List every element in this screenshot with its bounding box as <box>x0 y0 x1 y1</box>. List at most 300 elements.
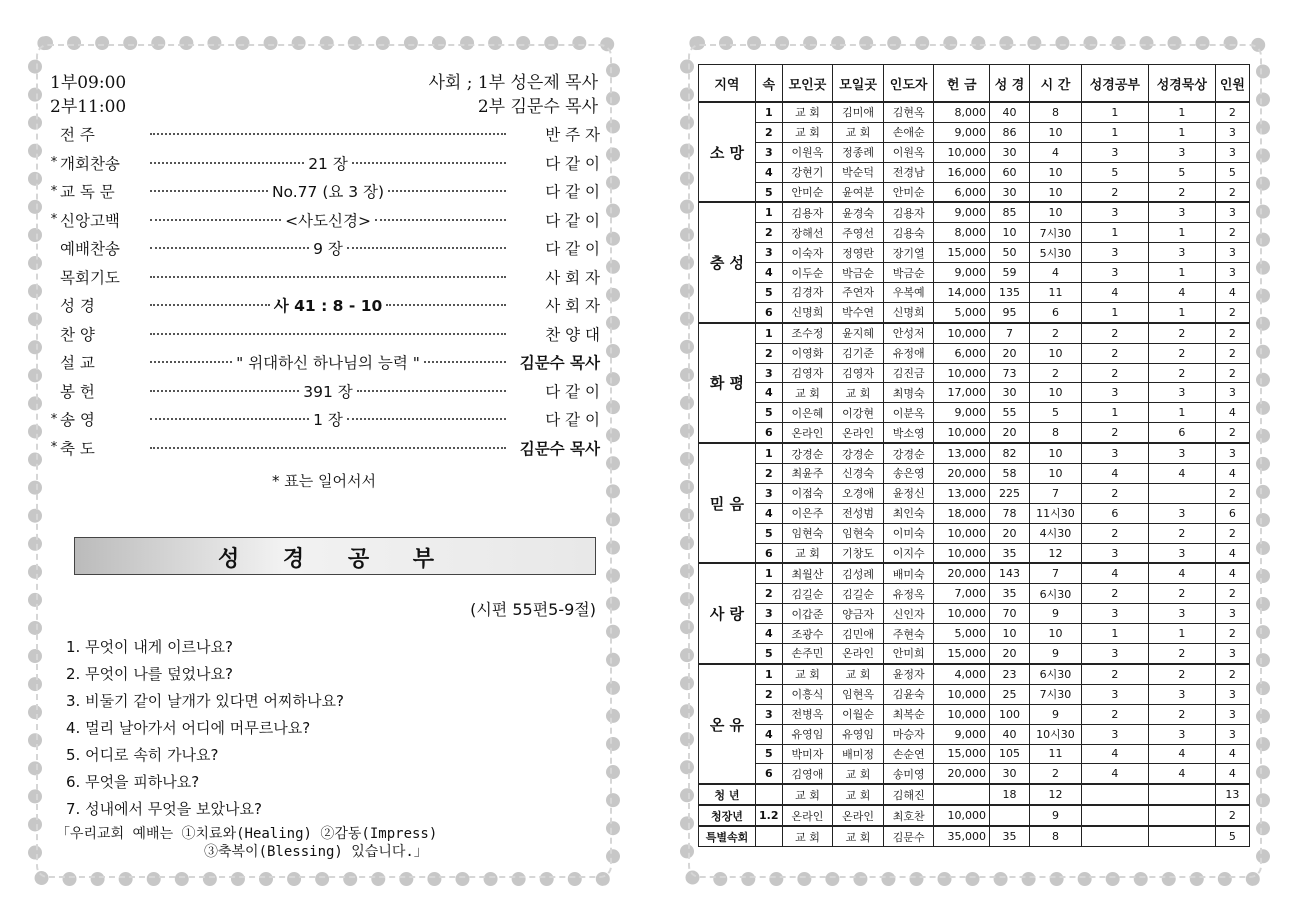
table-cell: 2 <box>1215 363 1249 383</box>
table-cell: 6 <box>1081 503 1148 523</box>
table-cell: 9 <box>1030 604 1082 624</box>
table-cell: 김민애 <box>833 624 884 644</box>
table-cell: 4 <box>1081 283 1148 303</box>
order-row <box>48 405 600 434</box>
table-cell: 2 <box>755 343 782 363</box>
table-row <box>699 724 1250 744</box>
table-body <box>699 102 1250 846</box>
table-cell: 조수정 <box>782 323 833 343</box>
table-cell: 3 <box>1215 684 1249 704</box>
table-row <box>699 263 1250 283</box>
table-cell: 2 <box>755 584 782 604</box>
table-cell: 5 <box>755 644 782 664</box>
table-cell <box>755 826 782 846</box>
table-cell: 김영자 <box>833 363 884 383</box>
table-cell: 2 <box>1215 182 1249 202</box>
table-cell: 5 <box>755 283 782 303</box>
table-cell: 1 <box>755 202 782 222</box>
order-leader <box>146 380 510 402</box>
host-2: 2부 김문수 목사 <box>477 97 598 117</box>
table-cell <box>934 784 990 805</box>
dot-leader <box>150 333 506 335</box>
table-cell: 윤정신 <box>883 483 934 503</box>
table-cell: 유정애 <box>883 343 934 363</box>
table-cell: 김해진 <box>883 784 934 805</box>
table-cell: 박미자 <box>782 744 833 764</box>
table-cell: 3 <box>755 704 782 724</box>
table-cell: 김영애 <box>782 764 833 784</box>
table-cell: 10,000 <box>934 543 990 563</box>
table-cell <box>1081 784 1148 805</box>
order-item: 송 영 <box>60 411 95 430</box>
table-cell: 5 <box>1215 162 1249 182</box>
table-cell: 18 <box>989 784 1029 805</box>
order-leader <box>146 408 510 430</box>
table-cell: 윤지혜 <box>833 323 884 343</box>
order-leader <box>146 133 510 135</box>
table-cell: 신인자 <box>883 604 934 624</box>
table-cell <box>1148 826 1215 846</box>
scripture-reference: (시편 55편5-9절) <box>470 600 596 619</box>
table-cell: 2 <box>1215 805 1249 826</box>
table-cell: 김미애 <box>833 102 884 122</box>
table-cell: 3 <box>755 363 782 383</box>
table-cell: 2 <box>1148 584 1215 604</box>
table-cell: 8,000 <box>934 223 990 243</box>
order-person: 다 같 이 <box>545 411 600 430</box>
dot-leader <box>150 390 299 392</box>
table-cell: 9 <box>1030 805 1082 826</box>
table-cell: 4 <box>1081 744 1148 764</box>
table-cell: 조광수 <box>782 624 833 644</box>
table-row <box>699 604 1250 624</box>
table-cell: 안성저 <box>883 323 934 343</box>
table-cell: 11시30 <box>1030 503 1082 523</box>
standing-note: * 표는 일어서서 <box>272 472 376 490</box>
banner-title: 성 경 공 부 <box>218 547 452 572</box>
table-cell: 김길순 <box>833 584 884 604</box>
table-row <box>699 423 1250 443</box>
order-row <box>48 234 600 263</box>
order-detail: <사도신경> <box>285 211 371 230</box>
table-row <box>699 563 1250 583</box>
column-header: 인원 <box>1215 65 1249 103</box>
table-cell: 교 회 <box>782 122 833 142</box>
table-cell: 박소영 <box>883 423 934 443</box>
table-cell: 4 <box>1081 764 1148 784</box>
table-cell: 3 <box>1215 122 1249 142</box>
table-row <box>699 784 1250 805</box>
column-header: 성 경 <box>989 65 1029 103</box>
table-cell: 225 <box>989 483 1029 503</box>
table-cell: 6 <box>755 302 782 322</box>
dot-leader <box>150 276 506 278</box>
table-cell: 9,000 <box>934 263 990 283</box>
table-cell: 10 <box>989 223 1029 243</box>
table-cell: 2 <box>755 223 782 243</box>
table-cell: 최윤주 <box>782 464 833 484</box>
order-mark: * <box>50 183 58 199</box>
table-cell: 3 <box>1215 142 1249 162</box>
table-cell: 1 <box>1148 263 1215 283</box>
table-cell: 2 <box>1030 323 1082 343</box>
order-leader <box>146 209 510 231</box>
table-cell: 10 <box>1030 464 1082 484</box>
order-row <box>48 291 600 320</box>
table-cell: 12 <box>1030 784 1082 805</box>
table-cell: 85 <box>989 202 1029 222</box>
table-cell: 1 <box>1148 102 1215 122</box>
table-cell: 김길순 <box>782 584 833 604</box>
table-cell: 4 <box>1030 142 1082 162</box>
table-cell: 15,000 <box>934 644 990 664</box>
table-cell: 주영선 <box>833 223 884 243</box>
table-cell: 오경애 <box>833 483 884 503</box>
dot-leader <box>150 361 232 363</box>
table-cell: 3 <box>1081 604 1148 624</box>
table-cell: 5,000 <box>934 624 990 644</box>
order-row <box>48 377 600 406</box>
table-cell: 3 <box>1081 142 1148 162</box>
order-person: 다 같 이 <box>545 154 600 173</box>
table-cell: 2 <box>1081 704 1148 724</box>
table-cell: 3 <box>1215 644 1249 664</box>
region-name: 사 랑 <box>699 563 756 663</box>
table-cell: 3 <box>1148 443 1215 463</box>
order-mark: * <box>50 212 58 228</box>
table-cell: 이원옥 <box>883 142 934 162</box>
order-item: 찬 양 <box>60 325 95 344</box>
table-cell: 1 <box>1081 302 1148 322</box>
table-cell: 온라인 <box>833 805 884 826</box>
table-cell: 이은주 <box>782 503 833 523</box>
table-cell: 20,000 <box>934 464 990 484</box>
table-cell: 6 <box>755 423 782 443</box>
table-cell: 35,000 <box>934 826 990 846</box>
table-cell: 8 <box>1030 826 1082 846</box>
table-row <box>699 283 1250 303</box>
table-cell: 10 <box>1030 162 1082 182</box>
dot-leader <box>150 219 281 221</box>
table-cell: 이영화 <box>782 343 833 363</box>
study-question: 6. 무엇을 피하나요? <box>66 773 200 791</box>
table-row <box>699 624 1250 644</box>
table-cell: 3 <box>1215 443 1249 463</box>
table-cell: 4 <box>1148 744 1215 764</box>
dot-leader <box>375 219 506 221</box>
order-person: 다 같 이 <box>545 240 600 259</box>
order-row <box>48 320 600 349</box>
dot-leader <box>352 162 506 164</box>
church-motto <box>48 825 600 861</box>
table-cell: 9,000 <box>934 122 990 142</box>
worship-order <box>48 120 600 462</box>
table-cell: 2 <box>1148 323 1215 343</box>
table-cell: 4 <box>1081 464 1148 484</box>
table-cell: 10 <box>1030 122 1082 142</box>
table-cell: 3 <box>1215 383 1249 403</box>
table-row <box>699 142 1250 162</box>
table-cell: 12 <box>1030 543 1082 563</box>
table-cell: 10 <box>1030 343 1082 363</box>
table-cell: 73 <box>989 363 1029 383</box>
column-header: 시 간 <box>1030 65 1082 103</box>
table-cell: 20 <box>989 523 1029 543</box>
table-cell: 2 <box>1215 223 1249 243</box>
table-cell: 이흥식 <box>782 684 833 704</box>
order-leader <box>146 333 510 335</box>
table-cell: 2 <box>755 464 782 484</box>
dot-leader <box>347 418 506 420</box>
table-cell: 100 <box>989 704 1029 724</box>
order-detail: 391 장 <box>303 382 353 401</box>
column-header: 헌 금 <box>934 65 990 103</box>
order-row <box>48 177 600 206</box>
table-cell: 5 <box>1148 162 1215 182</box>
table-cell: 마승자 <box>883 724 934 744</box>
order-mark: * <box>50 155 58 171</box>
table-cell: 3 <box>1215 243 1249 263</box>
table-cell: 4 <box>1081 563 1148 583</box>
table-cell: 2 <box>1215 302 1249 322</box>
table-cell: 송미영 <box>883 764 934 784</box>
column-header: 성경공부 <box>1081 65 1148 103</box>
table-row <box>699 826 1250 846</box>
table-cell: 최복순 <box>883 704 934 724</box>
table-cell: 4 <box>1148 563 1215 583</box>
table-cell: 6 <box>755 543 782 563</box>
table-cell: 3 <box>1215 704 1249 724</box>
table-cell: 전병옥 <box>782 704 833 724</box>
order-mark: * <box>50 411 58 427</box>
order-detail: 21 장 <box>308 154 348 173</box>
table-cell: 10 <box>1030 202 1082 222</box>
order-row <box>48 263 600 292</box>
table-cell: 배미숙 <box>883 563 934 583</box>
table-cell: 우복예 <box>883 283 934 303</box>
table-cell: 30 <box>989 764 1029 784</box>
table-cell: 이지수 <box>883 543 934 563</box>
study-question: 7. 성내에서 무엇을 보았나요? <box>66 800 262 818</box>
table-cell: 2 <box>1081 584 1148 604</box>
table-cell: 6 <box>1215 503 1249 523</box>
order-person: 사 회 자 <box>545 297 600 316</box>
study-question: 3. 비둘기 같이 날개가 있다면 어찌하나요? <box>66 692 344 710</box>
table-cell: 최인숙 <box>883 503 934 523</box>
table-cell: 교 회 <box>833 784 884 805</box>
dot-leader <box>150 304 270 306</box>
table-cell: 2 <box>1215 323 1249 343</box>
column-header: 성경묵상 <box>1148 65 1215 103</box>
order-person: 사 회 자 <box>545 268 600 287</box>
table-cell: 3 <box>1081 684 1148 704</box>
table-cell: 교 회 <box>833 826 884 846</box>
table-row <box>699 464 1250 484</box>
table-cell: 교 회 <box>833 122 884 142</box>
table-cell: 35 <box>989 543 1029 563</box>
table-cell: 2 <box>1030 764 1082 784</box>
table-cell: 1 <box>1081 403 1148 423</box>
table-cell: 13,000 <box>934 443 990 463</box>
table-row <box>699 443 1250 463</box>
table-cell: 1 <box>1081 102 1148 122</box>
table-cell: 4 <box>1215 543 1249 563</box>
table-cell: 이점숙 <box>782 483 833 503</box>
table-cell: 교 회 <box>782 543 833 563</box>
table-cell: 김용자 <box>782 202 833 222</box>
table-cell: 1 <box>1081 122 1148 142</box>
table-row <box>699 805 1250 826</box>
table-cell: 3 <box>1148 142 1215 162</box>
order-item: 봉 헌 <box>60 382 95 401</box>
study-questions <box>48 634 600 823</box>
table-cell: 11 <box>1030 283 1082 303</box>
dot-leader <box>150 162 304 164</box>
dot-leader <box>357 390 506 392</box>
table-cell: 3 <box>1081 644 1148 664</box>
service-time-2: 2부11:00 <box>50 97 127 117</box>
table-cell: 2 <box>755 122 782 142</box>
table-row <box>699 764 1250 784</box>
table-cell: 6 <box>1030 302 1082 322</box>
table-row <box>699 543 1250 563</box>
table-cell: 안미희 <box>883 644 934 664</box>
table-cell: 2 <box>1148 182 1215 202</box>
table-row <box>699 323 1250 343</box>
table-cell: 2 <box>1081 182 1148 202</box>
dot-leader <box>150 133 506 135</box>
table-row <box>699 584 1250 604</box>
table-cell: 25 <box>989 684 1029 704</box>
table-cell: 8 <box>1030 423 1082 443</box>
table-cell: 10 <box>1030 624 1082 644</box>
table-cell: 김용자 <box>883 202 934 222</box>
table-cell: 교 회 <box>833 664 884 684</box>
table-cell: 7시30 <box>1030 223 1082 243</box>
table-row <box>699 243 1250 263</box>
order-leader <box>146 447 510 449</box>
table-cell: 3 <box>1148 243 1215 263</box>
order-leader <box>146 180 510 202</box>
table-cell: 3 <box>1081 443 1148 463</box>
table-cell: 15,000 <box>934 744 990 764</box>
table-cell: 5시30 <box>1030 243 1082 263</box>
table-cell: 윤정자 <box>883 664 934 684</box>
table-cell: 3 <box>1148 604 1215 624</box>
table-cell: 3 <box>1148 543 1215 563</box>
table-cell: 3 <box>1215 724 1249 744</box>
table-cell: 16,000 <box>934 162 990 182</box>
table-cell: 전성범 <box>833 503 884 523</box>
dot-leader <box>347 247 506 249</box>
table-cell: 4 <box>1215 744 1249 764</box>
table-cell: 7,000 <box>934 584 990 604</box>
study-question: 4. 멀리 날아가서 어디에 머무르나요? <box>66 719 311 737</box>
dot-leader <box>388 190 506 192</box>
table-header-row <box>699 65 1250 103</box>
region-name: 화 평 <box>699 323 756 443</box>
table-cell: 김성례 <box>833 563 884 583</box>
table-cell: 교 회 <box>833 383 884 403</box>
study-question: 1. 무엇이 내게 이르나요? <box>66 638 233 656</box>
table-cell: 3 <box>755 604 782 624</box>
table-cell: 박순덕 <box>833 162 884 182</box>
order-leader <box>146 294 510 316</box>
table-cell: 20,000 <box>934 764 990 784</box>
table-cell: 1 <box>1148 302 1215 322</box>
column-header: 지역 <box>699 65 756 103</box>
table-cell: 82 <box>989 443 1029 463</box>
table-cell: 2 <box>1215 664 1249 684</box>
table-cell: 6시30 <box>1030 664 1082 684</box>
order-detail: 사 41 : 8 - 10 <box>273 297 383 316</box>
table-row <box>699 182 1250 202</box>
table-row <box>699 503 1250 523</box>
table-cell: 2 <box>1081 523 1148 543</box>
table-cell: 13 <box>1215 784 1249 805</box>
table-cell <box>1081 805 1148 826</box>
table-cell: 온라인 <box>833 423 884 443</box>
table-cell: 1 <box>755 664 782 684</box>
table-cell: 50 <box>989 243 1029 263</box>
bible-study-banner <box>74 537 596 575</box>
table-cell: 3 <box>1081 263 1148 283</box>
order-leader <box>146 351 510 373</box>
table-cell: 박수연 <box>833 302 884 322</box>
table-cell: 3 <box>1148 684 1215 704</box>
table-row <box>699 162 1250 182</box>
order-person: 다 같 이 <box>545 211 600 230</box>
table-cell: 2 <box>1215 523 1249 543</box>
order-item: 설 교 <box>60 354 95 373</box>
order-item: 목회기도 <box>60 268 120 287</box>
cell-group-report-table <box>698 64 1250 847</box>
group-name: 청 년 <box>699 784 756 805</box>
table-cell: 3 <box>1081 724 1148 744</box>
group-name: 청장년 <box>699 805 756 826</box>
order-mark: * <box>50 440 58 456</box>
table-cell: 이갑준 <box>782 604 833 624</box>
table-cell: 5 <box>1081 162 1148 182</box>
table-cell: 강경순 <box>883 443 934 463</box>
table-cell: 1 <box>1148 122 1215 142</box>
table-row <box>699 523 1250 543</box>
table-cell: 9,000 <box>934 202 990 222</box>
table-row <box>699 403 1250 423</box>
order-item: 신앙고백 <box>60 211 120 230</box>
table-row <box>699 343 1250 363</box>
service-time-1: 1부09:00 <box>50 73 127 93</box>
table-cell <box>989 805 1029 826</box>
table-cell: 4 <box>1148 283 1215 303</box>
table-cell: 손순연 <box>883 744 934 764</box>
table-cell: 5 <box>1215 826 1249 846</box>
table-cell: 3 <box>1148 724 1215 744</box>
table-cell: 2 <box>755 684 782 704</box>
column-header: 인도자 <box>883 65 934 103</box>
service-header <box>48 64 600 116</box>
left-page <box>28 36 620 886</box>
table-cell: 2 <box>1148 704 1215 724</box>
table-cell: 배미정 <box>833 744 884 764</box>
table-cell: 60 <box>989 162 1029 182</box>
order-person: 김문수 목사 <box>519 439 600 458</box>
table-cell: 박금순 <box>833 263 884 283</box>
table-cell: 8 <box>1030 102 1082 122</box>
table-cell: 강현기 <box>782 162 833 182</box>
table-cell: 강경순 <box>833 443 884 463</box>
table-cell: 주현숙 <box>883 624 934 644</box>
